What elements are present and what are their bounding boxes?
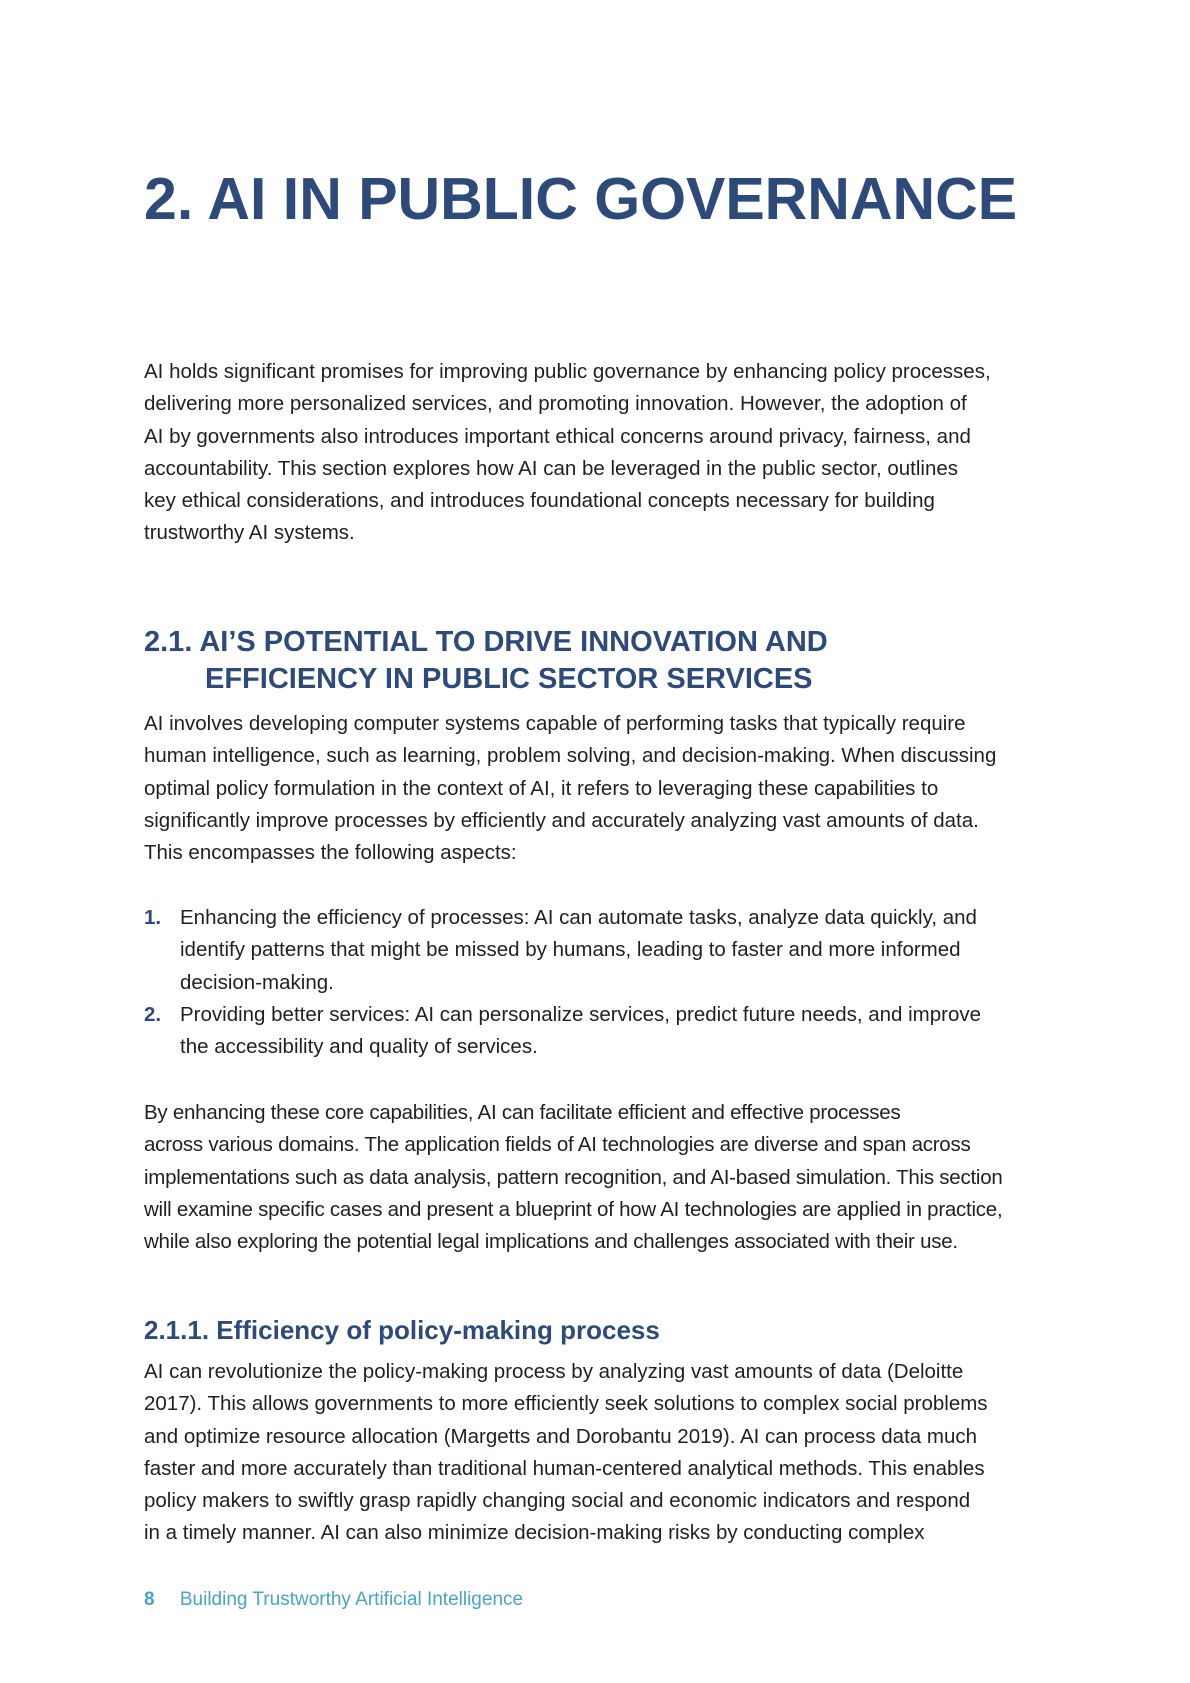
paragraph-line: optimal policy formulation in the context of AI, it refers to leveraging these capabilities to bbox=[144, 776, 939, 800]
paragraph-line: AI can revolutionize the policy-making process by analyzing vast amounts of data (Deloitte bbox=[144, 1360, 964, 1383]
list-item-line: identify patterns that might be missed by humans, leading to faster and more informed bbox=[180, 938, 961, 962]
paragraph-line: significantly improve processes by efficiently and accurately analyzing vast amounts of data. bbox=[144, 808, 979, 832]
publication-title: Building Trustworthy Artificial Intelligence bbox=[179, 1589, 524, 1610]
list-item-line: decision-making. bbox=[180, 970, 334, 994]
list-item-line: the accessibility and quality of services. bbox=[180, 1035, 538, 1059]
section-2-1-paragraph-1 bbox=[144, 708, 1054, 869]
paragraph-line: faster and more accurately than traditional human-centered analytical methods. This enables bbox=[144, 1456, 985, 1480]
paragraph-line: across various domains. The application fields of AI technologies are diverse and span across bbox=[144, 1133, 971, 1157]
intro-line: key ethical considerations, and introduces foundational concepts necessary for building bbox=[144, 489, 935, 513]
list-item-number: 1. bbox=[144, 906, 162, 929]
paragraph-line: This encompasses the following aspects: bbox=[144, 841, 517, 865]
intro-paragraph bbox=[144, 356, 1054, 550]
intro-line: trustworthy AI systems. bbox=[144, 521, 355, 545]
section-title-line-2: EFFICIENCY IN PUBLIC SECTOR SERVICES bbox=[205, 663, 813, 695]
list-item-number: 2. bbox=[144, 1002, 162, 1026]
list-item bbox=[144, 902, 1054, 999]
intro-line: accountability. This section explores how AI can be leveraged in the public sector, outlines bbox=[144, 456, 959, 480]
paragraph-line: while also exploring the potential legal implications and challenges associated with their use. bbox=[144, 1230, 958, 1254]
paragraph-line: in a timely manner. AI can also minimize decision-making risks by conducting complex bbox=[144, 1521, 925, 1545]
section-2-1-paragraph-2 bbox=[144, 1097, 1054, 1258]
paragraph-line: By enhancing these core capabilities, AI can facilitate efficient and effective processes bbox=[144, 1101, 901, 1124]
paragraph-line: will examine specific cases and present a blueprint of how AI technologies are applied in practice, bbox=[144, 1197, 1003, 1221]
list-item-line: Enhancing the efficiency of processes: AI can automate tasks, analyze data quickly, and bbox=[180, 906, 977, 929]
chapter-title: 2. AI IN PUBLIC GOVERNANCE bbox=[144, 166, 1018, 232]
page-number: 8 bbox=[144, 1589, 155, 1610]
intro-line: AI by governments also introduces important ethical concerns around privacy, fairness, and bbox=[144, 424, 971, 448]
paragraph-line: human intelligence, such as learning, problem solving, and decision-making. When discussing bbox=[144, 744, 997, 768]
paragraph-line: implementations such as data analysis, pattern recognition, and AI-based simulation. This section bbox=[144, 1165, 1003, 1189]
list-item bbox=[144, 999, 1054, 1064]
intro-line: AI holds significant promises for improving public governance by enhancing policy processes, bbox=[144, 360, 991, 383]
section-2-1-title bbox=[144, 624, 828, 698]
page-footer bbox=[144, 1589, 523, 1611]
section-2-1-1-paragraph bbox=[144, 1356, 1054, 1550]
section-2-1-1-title: 2.1.1. Efficiency of policy-making process bbox=[144, 1315, 660, 1345]
paragraph-line: AI involves developing computer systems capable of performing tasks that typically require bbox=[144, 712, 966, 735]
paragraph-line: and optimize resource allocation (Margetts and Dorobantu 2019). AI can process data much bbox=[144, 1424, 977, 1448]
intro-line: delivering more personalized services, and promoting innovation. However, the adoption of bbox=[144, 392, 967, 416]
section-title-line-1: 2.1. AI’S POTENTIAL TO DRIVE INNOVATION AND bbox=[144, 626, 828, 658]
list-item-line: Providing better services: AI can personalize services, predict future needs, and improve bbox=[180, 1002, 982, 1026]
paragraph-line: policy makers to swiftly grasp rapidly changing social and economic indicators and respond bbox=[144, 1489, 971, 1513]
aspects-list bbox=[144, 902, 1054, 1063]
paragraph-line: 2017). This allows governments to more efficiently seek solutions to complex social problems bbox=[144, 1392, 988, 1416]
